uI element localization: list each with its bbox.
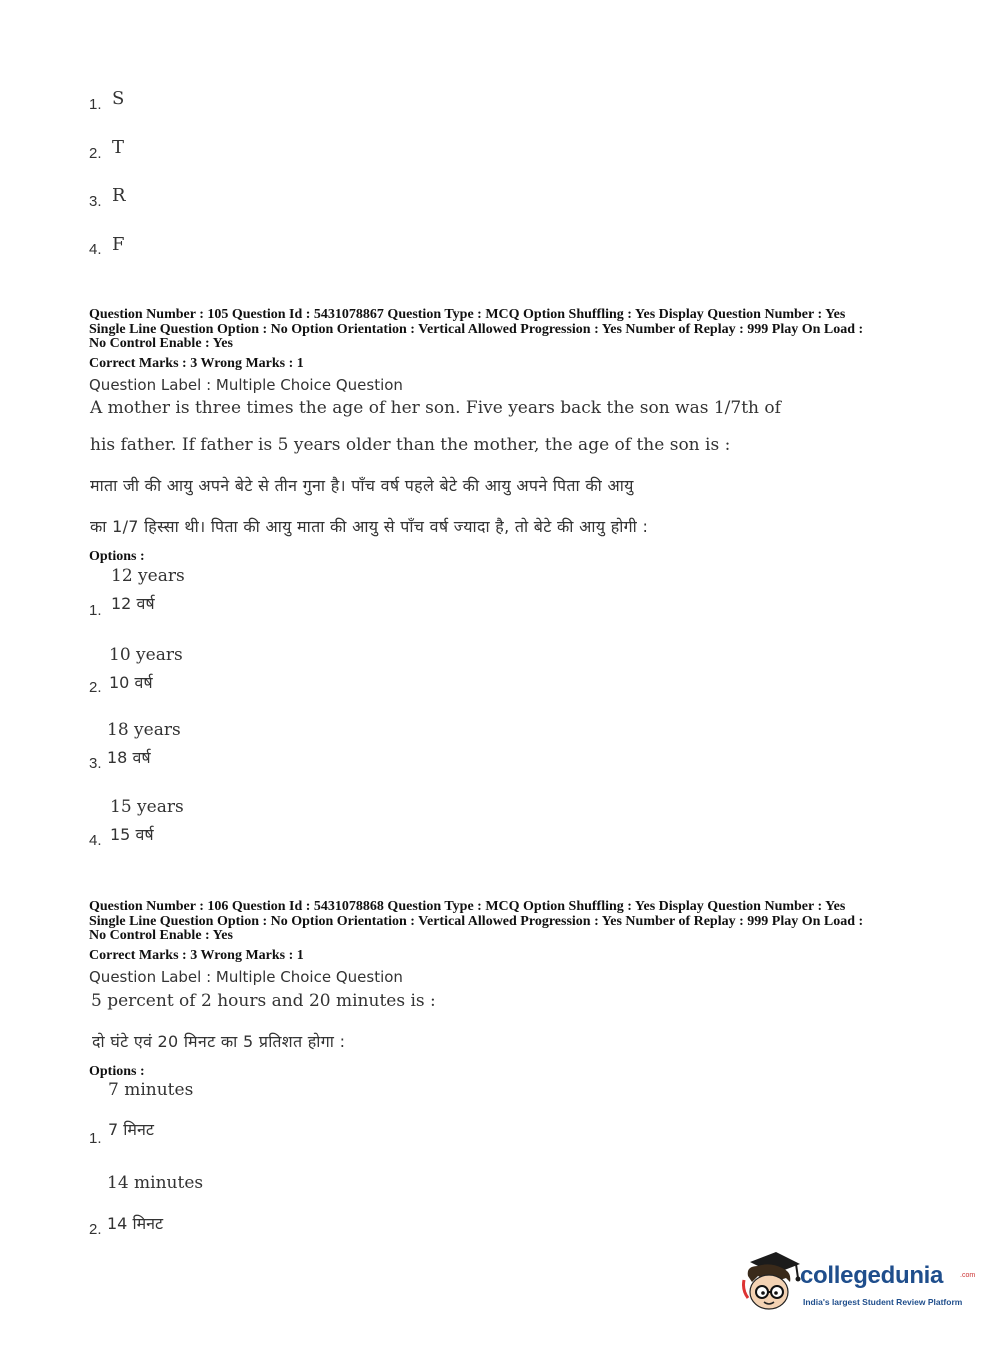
question-marks: Correct Marks : 3 Wrong Marks : 1: [89, 356, 304, 371]
mascot-icon: [742, 1250, 802, 1312]
option-number: 1.: [89, 1130, 102, 1147]
question-text-hi: दो घंटे एवं 20 मिनट का 5 प्रतिशत होगा :: [92, 1032, 346, 1051]
options-label: Options :: [89, 549, 145, 564]
question-meta-line: No Control Enable : Yes: [89, 928, 233, 943]
option-text-en: 18 years: [107, 720, 181, 740]
question-meta-line: Single Line Question Option : No Option Orientation : Vertical Allowed Progression : Yes Number of Replay : 999 Play On Load :: [89, 914, 864, 929]
collegedunia-logo: [742, 1250, 976, 1312]
logo-suffix: .com: [960, 1272, 976, 1279]
option-text-hi: 12 वर्ष: [111, 594, 155, 613]
option-number: 4.: [89, 241, 102, 258]
option-text-en: 12 years: [111, 566, 185, 586]
option-number: 2.: [89, 145, 102, 162]
option-number: 4.: [89, 832, 102, 849]
question-label: Question Label : Multiple Choice Question: [89, 376, 403, 394]
option-number: 1.: [89, 96, 102, 113]
option-text: S: [112, 88, 125, 109]
logo-name: collegedunia: [800, 1262, 944, 1289]
option-number: 2.: [89, 679, 102, 696]
option-text-hi: 18 वर्ष: [107, 748, 151, 767]
option-number: 1.: [89, 602, 102, 619]
question-meta-line: No Control Enable : Yes: [89, 336, 233, 351]
question-text-hi: माता जी की आयु अपने बेटे से तीन गुना है। पाँच वर्ष पहले बेटे की आयु अपने पिता की आयु: [90, 476, 634, 495]
option-number: 2.: [89, 1221, 102, 1238]
option-text: R: [112, 185, 126, 206]
question-text-en: 5 percent of 2 hours and 20 minutes is :: [91, 991, 436, 1011]
option-text: F: [112, 234, 125, 255]
question-meta-line: Question Number : 106 Question Id : 5431078868 Question Type : MCQ Option Shuffling : Yes Display Question Number : Yes: [89, 899, 846, 914]
option-text-en: 10 years: [109, 645, 183, 665]
question-meta-line: Question Number : 105 Question Id : 5431078867 Question Type : MCQ Option Shuffling : Yes Display Question Number : Yes: [89, 307, 846, 322]
option-text-hi: 15 वर्ष: [110, 825, 154, 844]
question-marks: Correct Marks : 3 Wrong Marks : 1: [89, 948, 304, 963]
option-text-hi: 7 मिनट: [108, 1120, 154, 1139]
option-text-en: 14 minutes: [107, 1173, 204, 1193]
question-text-hi: का 1/7 हिस्सा थी। पिता की आयु माता की आयु से पाँच वर्ष ज्यादा है, तो बेटे की आयु होगी :: [90, 517, 649, 536]
option-text-en: 7 minutes: [108, 1080, 194, 1100]
question-label: Question Label : Multiple Choice Question: [89, 968, 403, 986]
logo-tagline: India's largest Student Review Platform: [803, 1297, 963, 1307]
option-text: T: [112, 137, 125, 158]
options-label: Options :: [89, 1064, 145, 1079]
question-text-en: A mother is three times the age of her son. Five years back the son was 1/7th of: [90, 398, 781, 418]
question-meta-line: Single Line Question Option : No Option Orientation : Vertical Allowed Progression : Yes Number of Replay : 999 Play On Load :: [89, 322, 864, 337]
option-text-hi: 14 मिनट: [107, 1214, 164, 1233]
option-number: 3.: [89, 193, 102, 210]
option-number: 3.: [89, 755, 102, 772]
option-text-en: 15 years: [110, 797, 184, 817]
question-text-en: his father. If father is 5 years older than the mother, the age of the son is :: [90, 435, 731, 455]
option-text-hi: 10 वर्ष: [109, 673, 153, 692]
